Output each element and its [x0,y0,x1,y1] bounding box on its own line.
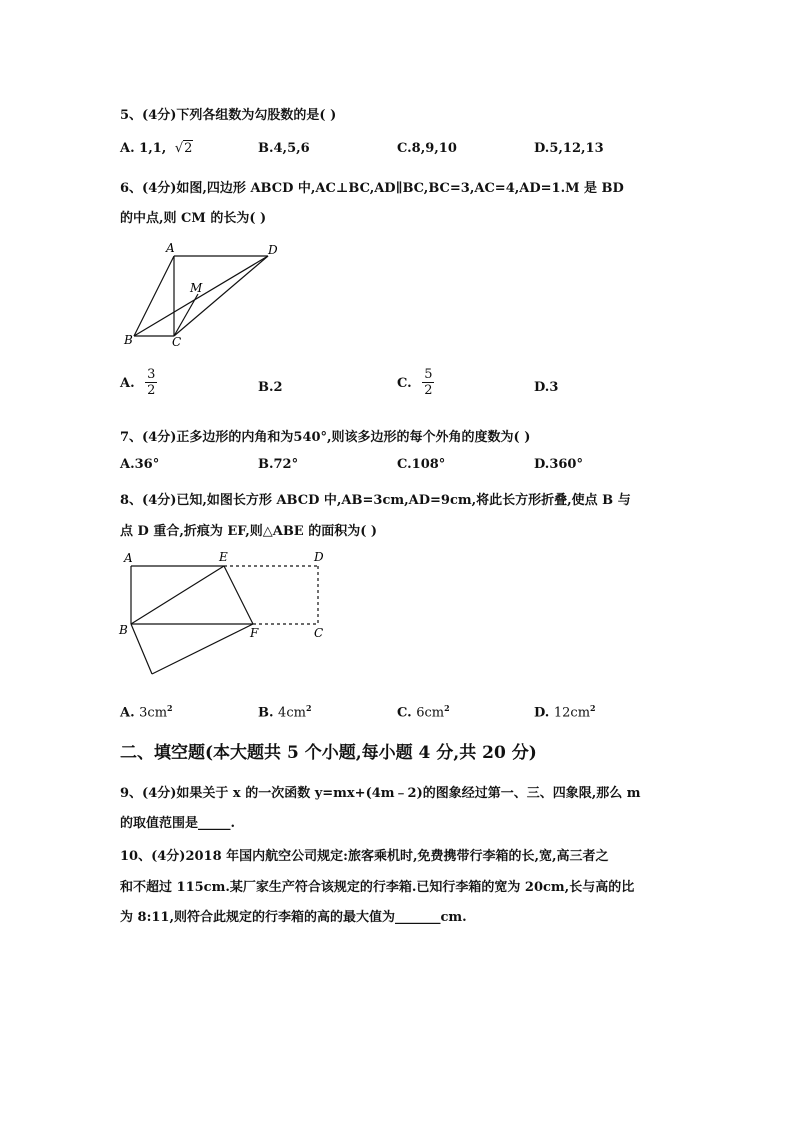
q8-option-b-label: B. [258,705,274,721]
q8-stem-line1: 8、(4分)已知,如图长方形 ABCD 中,AB=3cm,AD=9cm,将此长方形折叠,使点 B 与 [120,493,631,508]
q5-option-d: D.5,12,13 [534,141,604,156]
q5-option-b: B.4,5,6 [258,141,310,156]
q8-option-c-value: 6cm [416,705,445,721]
q6-segment-cm [174,294,198,336]
q8-option-c [397,703,450,720]
q10-stem-line3: 为 8:11,则符合此规定的行李箱的高的最大值为_______cm. [120,910,467,925]
q6-segment-cd [174,256,268,336]
section-heading: 二、填空题(本大题共 5 个小题,每小题 4 分,共 20 分) [120,743,537,763]
q8-option-a-label: A. [120,705,135,721]
q5-option-a-label: A. [120,141,135,156]
q8-label-d: D [314,550,324,564]
q6-stem-line2: 的中点,则 CM 的长为( ) [120,211,267,226]
q6-option-d: D.3 [534,380,559,395]
q6-option-c [397,368,434,399]
q6-option-b: B.2 [258,380,283,395]
q8-segment-ef [224,566,253,624]
q8-option-b [258,703,312,720]
q7-option-b: B.72° [258,457,299,472]
q6-label-m: M [190,281,203,295]
q8-option-b-value: 4cm [278,705,306,721]
q7-stem: 7、(4分)正多边形的内角和为540°,则该多边形的每个外角的度数为( ) [120,430,531,445]
q6-option-a [120,368,157,399]
q8-option-b-exponent: 2 [305,703,312,713]
q8-label-f: F [250,626,259,640]
q5-option-c: C.8,9,10 [397,141,457,156]
q8-option-d-label: D. [534,705,550,721]
q8-option-c-label: C. [397,705,412,721]
q5-option-a-radicand: 2 [184,141,193,156]
q8-option-c-exponent: 2 [444,703,450,713]
q6-label-b: B [124,333,133,347]
q6-label-c: C [172,335,182,349]
q8-option-d-value: 12cm [553,705,591,721]
q6-option-c-denominator: 2 [424,383,433,398]
q8-label-e: E [219,550,228,564]
q8-option-a-exponent: 2 [167,703,173,713]
q8-segment-be [131,566,224,624]
q5-option-a-sqrt: √2 [174,141,193,156]
q9-stem-line2: 的取值范围是_____. [120,816,236,831]
q7-option-d: D.360° [534,457,583,472]
q10-stem-line1: 10、(4分)2018 年国内航空公司规定:旅客乘机时,免费携带行李箱的长,宽,高三者之 [120,849,609,864]
q6-figure [118,238,288,350]
q8-option-d-exponent: 2 [590,703,596,713]
q8-label-c: C [314,626,324,640]
q5-option-a-text: 1,1, [139,141,167,156]
q8-segment-folded-left [131,624,152,674]
q8-label-b: B [119,623,128,637]
q7-option-c: C.108° [397,457,446,472]
q8-label-a: A [124,551,133,565]
q5-option-a [120,141,193,156]
q6-option-a-numerator: 3 [147,367,156,382]
q6-option-c-fraction [422,368,434,399]
q8-segment-folded-bottom [152,624,253,674]
q10-stem-line2: 和不超过 115cm.某厂家生产符合该规定的行李箱.已知行李箱的宽为 20cm,长与高的比 [120,880,635,895]
q8-option-a-value: 3cm [139,705,168,721]
q6-stem-line1: 6、(4分)如图,四边形 ABCD 中,AC⊥BC,AD∥BC,BC=3,AC=4,AD=1.M 是 BD [120,181,624,196]
q6-option-a-denominator: 2 [147,383,156,398]
q6-label-a: A [166,241,175,255]
q8-figure [116,547,336,679]
q6-option-c-numerator: 5 [424,367,433,382]
q6-option-c-label: C. [397,376,412,391]
q6-label-d: D [268,243,278,257]
q8-stem-line2: 点 D 重合,折痕为 EF,则△ABE 的面积为( ) [120,524,378,539]
q8-option-a [120,703,173,720]
q7-option-a: A.36° [120,457,160,472]
q9-stem-line1: 9、(4分)如果关于 x 的一次函数 y=mx+(4m﹣2)的图象经过第一、三、四象限,那么 m [120,786,641,801]
q6-option-a-fraction [145,368,157,399]
q6-option-a-label: A. [120,376,135,391]
q8-option-d [534,703,596,720]
q5-stem: 5、(4分)下列各组数为勾股数的是( ) [120,108,337,123]
